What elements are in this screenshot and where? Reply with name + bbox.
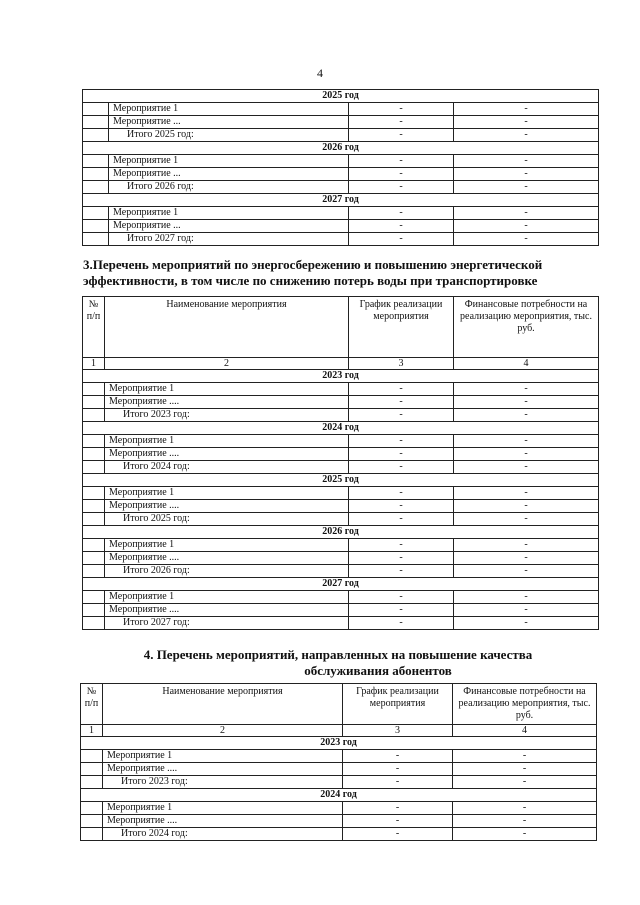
- finance-value: -: [454, 129, 599, 142]
- year-row: [83, 194, 599, 207]
- finance-value: -: [454, 103, 599, 116]
- total-label: Итого 2027 год:: [109, 233, 349, 246]
- measure-name: Мероприятие ....: [103, 763, 343, 776]
- schedule-value: -: [349, 500, 454, 513]
- measure-name: Мероприятие 1: [103, 802, 343, 815]
- schedule-value: -: [349, 591, 454, 604]
- col-number: 2: [103, 725, 343, 737]
- total-label: Итого 2026 год:: [105, 565, 349, 578]
- year-label: 2023 год: [81, 737, 597, 750]
- measure-row: [81, 763, 597, 776]
- finance-value: -: [454, 604, 599, 617]
- schedule-value: -: [349, 155, 454, 168]
- row-number-cell: [83, 129, 109, 142]
- measure-row: [83, 207, 599, 220]
- finance-value: -: [453, 763, 597, 776]
- measure-row: [83, 604, 599, 617]
- section-4-title-line1: 4. Перечень мероприятий, направленных на повышение качества: [143, 647, 533, 662]
- finance-value: -: [454, 396, 599, 409]
- year-row: [83, 422, 599, 435]
- row-number-cell: [83, 461, 105, 474]
- finance-value: -: [454, 207, 599, 220]
- continuation-table: [82, 89, 599, 246]
- schedule-value: -: [343, 763, 453, 776]
- row-number-cell: [83, 500, 105, 513]
- measure-row: [83, 383, 599, 396]
- row-number-cell: [83, 383, 105, 396]
- row-number-cell: [83, 591, 105, 604]
- total-label: Итого 2025 год:: [109, 129, 349, 142]
- finance-value: -: [454, 617, 599, 630]
- col-number: 4: [453, 725, 597, 737]
- finance-value: -: [454, 155, 599, 168]
- schedule-value: -: [349, 409, 454, 422]
- year-label: 2026 год: [83, 142, 599, 155]
- section-4-title-line2: обслуживания абонентов: [304, 663, 452, 678]
- finance-value: -: [454, 513, 599, 526]
- measure-row: [83, 539, 599, 552]
- schedule-value: -: [349, 565, 454, 578]
- measure-name: Мероприятие ....: [103, 815, 343, 828]
- schedule-value: -: [349, 129, 454, 142]
- schedule-value: -: [349, 220, 454, 233]
- measure-name: Мероприятие 1: [105, 591, 349, 604]
- finance-value: -: [454, 435, 599, 448]
- total-row: [83, 181, 599, 194]
- schedule-value: -: [349, 604, 454, 617]
- year-label: 2027 год: [83, 578, 599, 591]
- finance-value: -: [454, 539, 599, 552]
- schedule-value: -: [349, 116, 454, 129]
- total-label: Итого 2023 год:: [105, 409, 349, 422]
- measure-row: [83, 487, 599, 500]
- finance-value: -: [453, 750, 597, 763]
- header-finance: Финансовые потребности на реализацию мероприятия, тыс. руб.: [454, 297, 599, 358]
- schedule-value: -: [349, 487, 454, 500]
- year-row: [81, 737, 597, 750]
- row-number-cell: [81, 776, 103, 789]
- total-row: [83, 617, 599, 630]
- finance-value: -: [453, 776, 597, 789]
- col-number: 3: [349, 358, 454, 370]
- row-number-cell: [83, 116, 109, 129]
- year-row: [83, 474, 599, 487]
- row-number-cell: [83, 155, 109, 168]
- measure-name: Мероприятие 1: [105, 487, 349, 500]
- measure-row: [83, 155, 599, 168]
- schedule-value: -: [343, 828, 453, 841]
- row-number-cell: [83, 565, 105, 578]
- schedule-value: -: [349, 103, 454, 116]
- total-label: Итого 2026 год:: [109, 181, 349, 194]
- row-number-cell: [81, 802, 103, 815]
- measure-row: [81, 802, 597, 815]
- header-num: № п/п: [81, 684, 103, 725]
- schedule-value: -: [349, 181, 454, 194]
- measure-name: Мероприятие 1: [105, 383, 349, 396]
- finance-value: -: [454, 487, 599, 500]
- header-finance: Финансовые потребности на реализацию мероприятия, тыс. руб.: [453, 684, 597, 725]
- schedule-value: -: [349, 448, 454, 461]
- measure-name: Мероприятие ...: [109, 116, 349, 129]
- year-label: 2026 год: [83, 526, 599, 539]
- year-row: [83, 526, 599, 539]
- table-header-row: [83, 297, 599, 358]
- measure-name: Мероприятие 1: [109, 155, 349, 168]
- total-row: [83, 461, 599, 474]
- row-number-cell: [83, 617, 105, 630]
- row-number-cell: [83, 220, 109, 233]
- finance-value: -: [454, 448, 599, 461]
- finance-value: -: [454, 500, 599, 513]
- measure-name: Мероприятие 1: [109, 103, 349, 116]
- schedule-value: -: [349, 396, 454, 409]
- total-row: [83, 565, 599, 578]
- col-number: 1: [81, 725, 103, 737]
- measure-name: Мероприятие ...: [109, 220, 349, 233]
- year-label: 2023 год: [83, 370, 599, 383]
- row-number-cell: [83, 409, 105, 422]
- measure-name: Мероприятие ....: [105, 552, 349, 565]
- year-row: [81, 789, 597, 802]
- schedule-value: -: [349, 552, 454, 565]
- page-number: 4: [317, 66, 323, 80]
- row-number-cell: [83, 448, 105, 461]
- measure-name: Мероприятие 1: [109, 207, 349, 220]
- column-number-row: [81, 725, 597, 737]
- row-number-cell: [81, 828, 103, 841]
- measure-name: Мероприятие ...: [109, 168, 349, 181]
- measure-row: [83, 552, 599, 565]
- year-row: [83, 578, 599, 591]
- measure-name: Мероприятие ....: [105, 500, 349, 513]
- col-number: 2: [105, 358, 349, 370]
- finance-value: -: [453, 828, 597, 841]
- schedule-value: -: [343, 802, 453, 815]
- finance-value: -: [454, 181, 599, 194]
- col-number: 4: [454, 358, 599, 370]
- header-schedule: График реализации мероприятия: [343, 684, 453, 725]
- row-number-cell: [83, 513, 105, 526]
- measure-name: Мероприятие 1: [103, 750, 343, 763]
- total-row: [83, 409, 599, 422]
- measure-row: [83, 220, 599, 233]
- measure-row: [83, 500, 599, 513]
- total-label: Итого 2023 год:: [103, 776, 343, 789]
- finance-value: -: [454, 220, 599, 233]
- col-number: 1: [83, 358, 105, 370]
- finance-value: -: [454, 591, 599, 604]
- measure-row: [83, 591, 599, 604]
- schedule-value: -: [349, 513, 454, 526]
- measure-name: Мероприятие 1: [105, 435, 349, 448]
- total-label: Итого 2024 год:: [105, 461, 349, 474]
- year-label: 2025 год: [83, 90, 599, 103]
- finance-value: -: [454, 461, 599, 474]
- header-name: Наименование мероприятия: [103, 684, 343, 725]
- section-4-title: [80, 647, 596, 679]
- row-number-cell: [83, 207, 109, 220]
- row-number-cell: [83, 396, 105, 409]
- measure-row: [83, 168, 599, 181]
- schedule-value: -: [349, 207, 454, 220]
- measure-row: [81, 815, 597, 828]
- year-label: 2024 год: [83, 422, 599, 435]
- measure-row: [83, 103, 599, 116]
- header-num: № п/п: [83, 297, 105, 358]
- measure-name: Мероприятие 1: [105, 539, 349, 552]
- section-4-table: [80, 683, 597, 841]
- finance-value: -: [454, 383, 599, 396]
- schedule-value: -: [349, 617, 454, 630]
- schedule-value: -: [349, 461, 454, 474]
- finance-value: -: [454, 552, 599, 565]
- row-number-cell: [83, 435, 105, 448]
- row-number-cell: [81, 750, 103, 763]
- finance-value: -: [454, 116, 599, 129]
- measure-name: Мероприятие ....: [105, 448, 349, 461]
- measure-name: Мероприятие ....: [105, 604, 349, 617]
- schedule-value: -: [343, 750, 453, 763]
- col-number: 3: [343, 725, 453, 737]
- finance-value: -: [454, 409, 599, 422]
- schedule-value: -: [349, 233, 454, 246]
- row-number-cell: [83, 487, 105, 500]
- schedule-value: -: [343, 776, 453, 789]
- year-row: [83, 142, 599, 155]
- measure-row: [81, 750, 597, 763]
- column-number-row: [83, 358, 599, 370]
- finance-value: -: [453, 815, 597, 828]
- total-label: Итого 2025 год:: [105, 513, 349, 526]
- measure-row: [83, 448, 599, 461]
- finance-value: -: [454, 565, 599, 578]
- row-number-cell: [83, 604, 105, 617]
- finance-value: -: [454, 233, 599, 246]
- row-number-cell: [83, 552, 105, 565]
- row-number-cell: [83, 103, 109, 116]
- measure-row: [83, 435, 599, 448]
- header-name: Наименование мероприятия: [105, 297, 349, 358]
- schedule-value: -: [349, 435, 454, 448]
- finance-value: -: [453, 802, 597, 815]
- table-header-row: [81, 684, 597, 725]
- total-row: [83, 513, 599, 526]
- year-row: [83, 90, 599, 103]
- row-number-cell: [83, 539, 105, 552]
- section-3-table: [82, 296, 599, 630]
- schedule-value: -: [343, 815, 453, 828]
- row-number-cell: [81, 815, 103, 828]
- row-number-cell: [81, 763, 103, 776]
- total-row: [81, 776, 597, 789]
- total-row: [81, 828, 597, 841]
- total-label: Итого 2024 год:: [103, 828, 343, 841]
- header-schedule: График реализации мероприятия: [349, 297, 454, 358]
- schedule-value: -: [349, 168, 454, 181]
- row-number-cell: [83, 181, 109, 194]
- year-label: 2024 год: [81, 789, 597, 802]
- measure-name: Мероприятие ....: [105, 396, 349, 409]
- year-row: [83, 370, 599, 383]
- measure-row: [83, 396, 599, 409]
- row-number-cell: [83, 233, 109, 246]
- schedule-value: -: [349, 383, 454, 396]
- year-label: 2027 год: [83, 194, 599, 207]
- total-label: Итого 2027 год:: [105, 617, 349, 630]
- total-row: [83, 233, 599, 246]
- total-row: [83, 129, 599, 142]
- finance-value: -: [454, 168, 599, 181]
- row-number-cell: [83, 168, 109, 181]
- section-3-title: 3.Перечень мероприятий по энергосбережению и повышению энергетической эффективности, в том числе по снижению потерь воды при транспортировке: [83, 257, 543, 288]
- year-label: 2025 год: [83, 474, 599, 487]
- schedule-value: -: [349, 539, 454, 552]
- measure-row: [83, 116, 599, 129]
